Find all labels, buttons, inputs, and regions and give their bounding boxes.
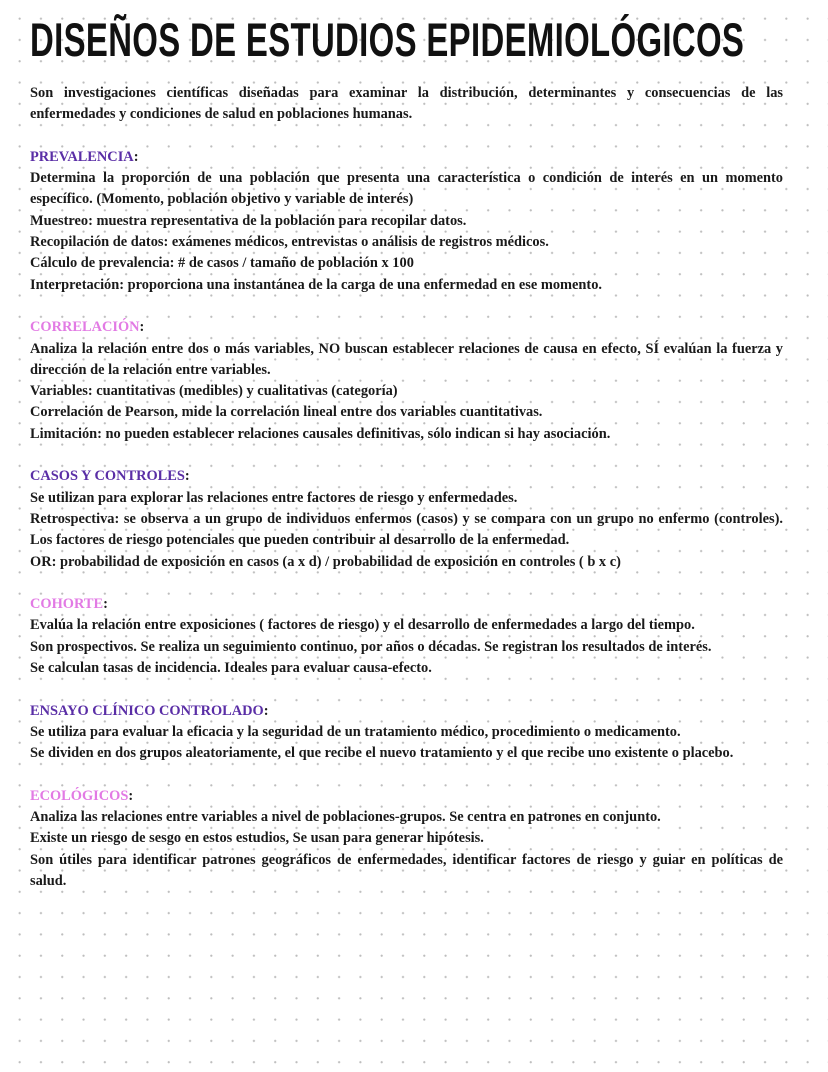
sections [30, 147, 783, 892]
section-correlación [30, 317, 783, 445]
section-heading-text: CORRELACIÓN [30, 319, 140, 336]
section-heading [30, 466, 783, 487]
section-paragraph: Se utiliza para evaluar la eficacia y la seguridad de un tratamiento médico, procedimiento o medicamento. [30, 723, 681, 740]
document-body [30, 83, 783, 892]
section-heading-text: PREVALENCIA [30, 148, 134, 165]
heading-colon: : [133, 148, 139, 165]
section-paragraph: Determina la proporción de una población que presenta una característica o condición de interés en un momento específico. (Momento, población objetivo y variable de interés) [30, 170, 783, 208]
section-ensayo-clínico-controlado [30, 701, 783, 765]
heading-colon: : [263, 702, 269, 719]
section-paragraph: Correlación de Pearson, mide la correlación lineal entre dos variables cuantitativas. [30, 404, 543, 421]
section-heading-text: ECOLÓGICOS [30, 787, 129, 804]
section-ecológicos [30, 786, 783, 892]
page-title: DISEÑOS DE ESTUDIOS EPIDEMIOLÓGICOS [30, 13, 745, 66]
section-heading [30, 701, 783, 722]
section-paragraph: Se utilizan para explorar las relaciones entre factores de riesgo y enfermedades. [30, 489, 518, 506]
section-casos-y-controles [30, 466, 783, 572]
section-heading [30, 786, 783, 807]
section-paragraph: Retrospectiva: se observa a un grupo de individuos enfermos (casos) y se compara con un grupo no enfermo (controles). Los factores de riesgo potenciales que pueden contribuir al desarrollo de la enfermedad. [30, 510, 783, 549]
intro-paragraph: Son investigaciones científicas diseñadas para examinar la distribución, determinantes y consecuencias de las enfermedades y condiciones de salud en poblaciones humanas. [30, 85, 783, 123]
section-paragraph: Cálculo de prevalencia: # de casos / tamaño de población x 100 [30, 255, 414, 272]
section-paragraph: Existe un riesgo de sesgo en estos estudios, Se usan para generar hipótesis. [30, 830, 484, 847]
section-prevalencia [30, 147, 783, 296]
section-heading [30, 317, 783, 338]
section-paragraph: Se dividen en dos grupos aleatoriamente, el que recibe el nuevo tratamiento y el que recibe uno existente o placebo. [30, 745, 734, 762]
heading-colon: : [184, 468, 190, 485]
section-paragraph: Analiza las relaciones entre variables a nivel de poblaciones-grupos. Se centra en patrones en conjunto. [30, 809, 661, 826]
section-paragraph: Recopilación de datos: exámenes médicos, entrevistas o análisis de registros médicos. [30, 234, 549, 251]
section-heading [30, 147, 783, 168]
heading-colon: : [128, 787, 134, 804]
section-paragraph: OR: probabilidad de exposición en casos (a x d) / probabilidad de exposición en controles ( b x c) [30, 553, 621, 570]
section-paragraph: Muestreo: muestra representativa de la población para recopilar datos. [30, 212, 467, 229]
heading-colon: : [103, 596, 108, 613]
heading-colon: : [139, 319, 145, 336]
section-heading-text: COHORTE [30, 596, 104, 613]
section-paragraph: Analiza la relación entre dos o más variables, NO buscan establecer relaciones de causa en efecto, SÍ evalúan la fuerza y dirección de la relación entre variables. [30, 340, 783, 378]
section-paragraph: Se calculan tasas de incidencia. Ideales para evaluar causa-efecto. [30, 660, 432, 677]
section-paragraph: Interpretación: proporciona una instantánea de la carga de una enfermedad en ese momento. [30, 276, 603, 293]
section-paragraph: Evalúa la relación entre exposiciones ( factores de riesgo) y el desarrollo de enfermedades a largo del tiempo. [30, 617, 695, 634]
section-paragraph: Son útiles para identificar patrones geográficos de enfermedades, identificar factores de riesgo y guiar en políticas de salud. [30, 851, 783, 889]
section-paragraph: Son prospectivos. Se realiza un seguimiento continuo, por años o décadas. Se registran los resultados de interés. [30, 638, 712, 655]
section-heading [30, 594, 783, 615]
section-heading-text: ENSAYO CLÍNICO CONTROLADO [30, 702, 264, 719]
section-paragraph: Limitación: no pueden establecer relaciones causales definitivas, sólo indican si hay asociación. [30, 425, 611, 442]
section-paragraph: Variables: cuantitativas (medibles) y cualitativas (categoría) [30, 383, 398, 400]
section-heading-text: CASOS Y CONTROLES [30, 468, 185, 485]
section-cohorte [30, 594, 783, 679]
